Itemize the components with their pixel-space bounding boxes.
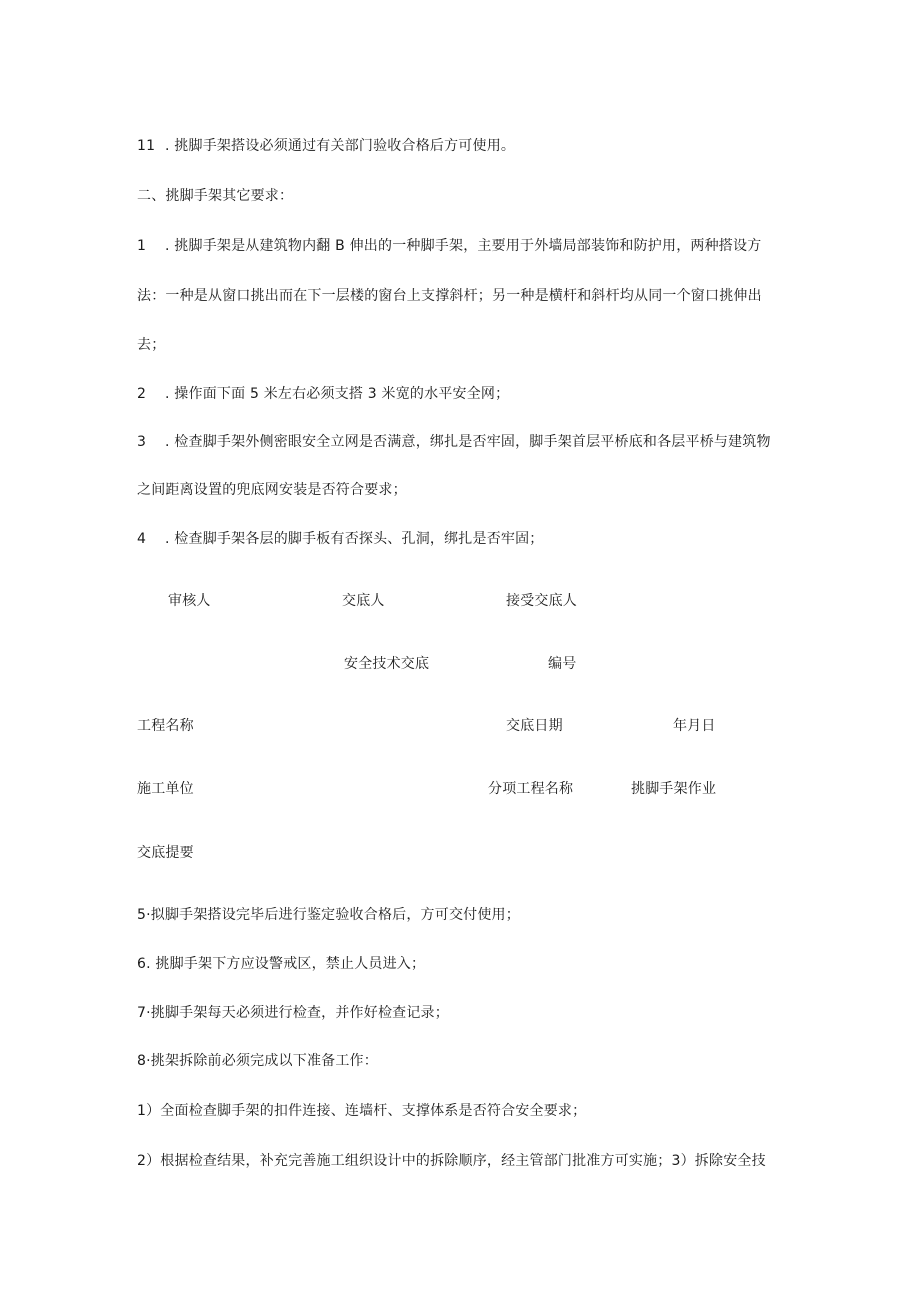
date-value: 年月日 [673, 718, 716, 734]
subproject-value: 挑脚手架作业 [631, 781, 717, 797]
item-1-line-1 [137, 236, 761, 256]
unit-label: 施工单位 [137, 781, 194, 797]
item-text: . 检查脚手架各层的脚手板有否探头、孔洞，绑扎是否牢固； [165, 531, 544, 547]
receiver-label: 接受交底人 [506, 593, 577, 609]
reviewer-label: 审核人 [168, 593, 211, 609]
presenter-label: 交底人 [342, 593, 385, 609]
item-6: 6. 挑脚手架下方应设警戒区，禁止人员进入； [137, 956, 426, 972]
item-text: . 挑脚手架是从建筑物内翻 B 伸出的一种脚手架，主要用于外墙局部装饰和防护用，两种搭设方 [165, 238, 762, 254]
form-title: 安全技术交底 [344, 656, 430, 672]
item-text: . 操作面下面 5 米左右必须支搭 3 米宽的水平安全网； [165, 386, 510, 402]
item-text: . 检查脚手架外侧密眼安全立网是否满意，绑扎是否牢固，脚手架首层平桥底和各层平桥与建筑物 [165, 434, 771, 450]
number-label: 编号 [548, 656, 577, 672]
subproject-label: 分项工程名称 [488, 781, 574, 797]
item-number: 4 [137, 531, 147, 547]
sub-item-2: 2）根据检查结果，补充完善施工组织设计中的拆除顺序，经主管部门批准方可实施；3）拆除安全技 [137, 1153, 766, 1169]
item-3-line-2: 之间距离设置的兜底网安装是否符合要求； [137, 482, 407, 498]
project-name-label: 工程名称 [137, 718, 194, 734]
item-1-line-2: 法：一种是从窗口挑出而在下一层楼的窗台上支撑斜杆；另一种是横杆和斜杆均从同一个窗口挑伸出 [137, 288, 762, 304]
item-1-line-3: 去； [137, 337, 166, 353]
item-2 [137, 384, 509, 404]
item-8: 8·挑架拆除前必须完成以下准备工作： [137, 1053, 378, 1069]
item-number: 1 [137, 238, 147, 254]
item-5: 5·拟脚手架搭设完毕后进行鉴定验收合格后，方可交付使用； [137, 907, 520, 923]
item-text: . 挑脚手架搭设必须通过有关部门验收合格后方可使用。 [165, 138, 516, 154]
item-number: 2 [137, 386, 147, 402]
date-label: 交底日期 [506, 718, 563, 734]
item-7: 7·挑脚手架每天必须进行检查，并作好检查记录； [137, 1005, 449, 1021]
item-4 [137, 529, 544, 549]
item-number: 3 [137, 434, 147, 450]
item-11 [137, 136, 515, 156]
item-3-line-1 [137, 432, 771, 452]
item-number: 11 [137, 138, 156, 154]
section-heading: 二、挑脚手架其它要求： [137, 188, 294, 204]
summary-label: 交底提要 [137, 845, 194, 861]
sub-item-1: 1）全面检查脚手架的扣件连接、连墙杆、支撑体系是否符合安全要求； [137, 1103, 587, 1119]
